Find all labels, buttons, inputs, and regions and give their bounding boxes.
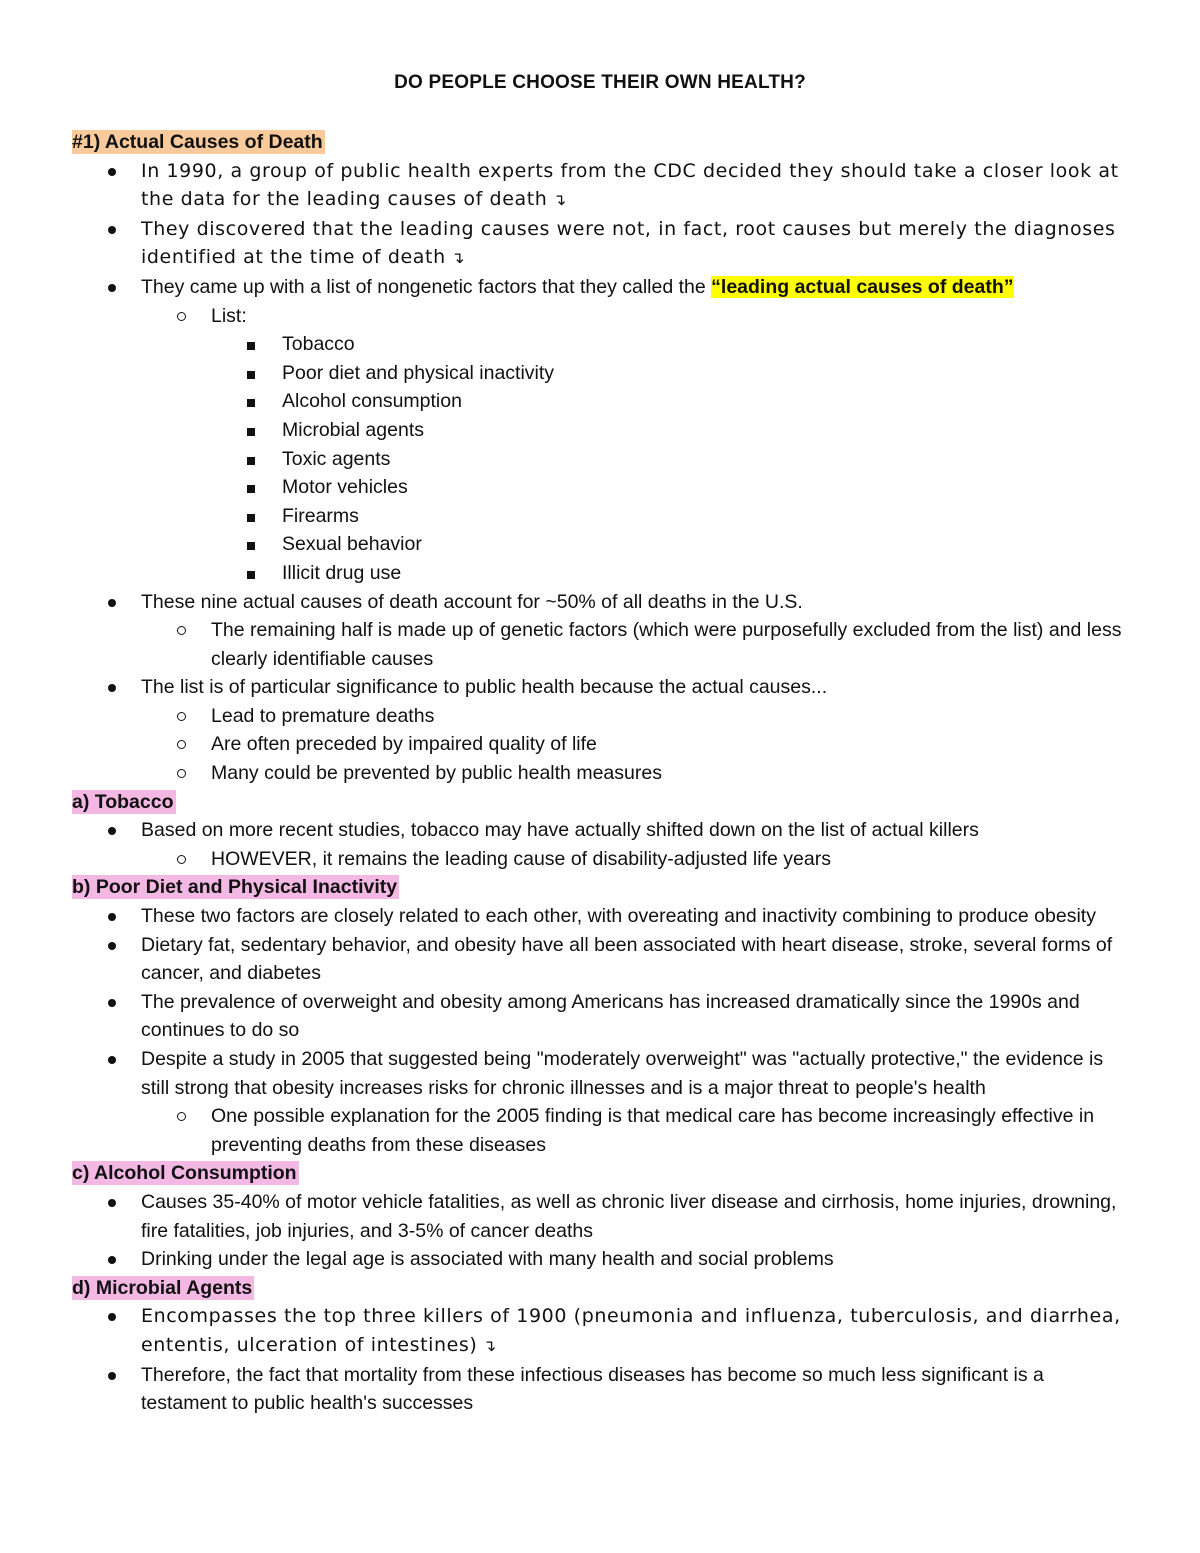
bullet-disc-icon <box>108 1199 116 1207</box>
list-item: These two factors are closely related to each other, with overeating and inactivity combining to produce obesity <box>72 902 1132 931</box>
list-item: One possible explanation for the 2005 finding is that medical care has become increasingly effective in preventing deaths from these diseases <box>72 1102 1132 1159</box>
bullet-disc-icon <box>108 999 116 1007</box>
list-item: The list is of particular significance to public health because the actual causes... <box>72 673 1132 702</box>
list-item: Dietary fat, sedentary behavior, and obesity have all been associated with heart disease, stroke, several forms of cancer, and diabetes <box>72 931 1132 988</box>
bullet-disc-icon <box>108 827 116 835</box>
cause-item: Illicit drug use <box>72 559 1132 588</box>
list-item: Causes 35-40% of motor vehicle fatalities, as well as chronic liver disease and cirrhosis, home injuries, drowning, fire fatalities, job injuries, and 3-5% of cancer deaths <box>72 1188 1132 1245</box>
heading-highlight: a) Tobacco <box>72 790 174 813</box>
bullet-disc-icon <box>108 226 116 234</box>
bullet-disc-icon <box>108 599 116 607</box>
section-heading-alcohol <box>72 1159 1132 1188</box>
bullet-square-icon <box>247 342 255 350</box>
bullet-circle-icon <box>177 740 186 749</box>
bullet-circle-icon <box>177 855 186 864</box>
cause-item: Motor vehicles <box>72 473 1132 502</box>
list-item: These nine actual causes of death account for ~50% of all deaths in the U.S. <box>72 588 1132 617</box>
section-heading-poor-diet <box>72 873 1132 902</box>
document-title: DO PEOPLE CHOOSE THEIR OWN HEALTH? <box>394 72 806 93</box>
section-heading-tobacco <box>72 788 1132 817</box>
down-arrow-icon: ↴ <box>451 248 465 268</box>
bullet-circle-icon <box>177 626 186 635</box>
bullet-square-icon <box>247 457 255 465</box>
bullet-circle-icon <box>177 312 186 321</box>
bullet-disc-icon <box>108 684 116 692</box>
bullet-disc-icon <box>108 168 116 176</box>
section-heading-actual-causes <box>72 128 1132 157</box>
down-arrow-icon: ↴ <box>482 1335 497 1355</box>
bullet-disc-icon <box>108 284 116 292</box>
cause-item: Firearms <box>72 502 1132 531</box>
bullet-disc-icon <box>108 1313 116 1321</box>
list-item: Despite a study in 2005 that suggested being "moderately overweight" was "actually protective," the evidence is still strong that obesity increases risks for chronic illnesses and is a major threat to people's health <box>72 1045 1132 1102</box>
bullet-square-icon <box>247 399 255 407</box>
bullet-square-icon <box>247 428 255 436</box>
section1-list <box>72 157 1132 788</box>
cause-item: Alcohol consumption <box>72 387 1132 416</box>
list-item: Drinking under the legal age is associated with many health and social problems <box>72 1245 1132 1274</box>
heading-highlight: d) Microbial Agents <box>72 1276 253 1299</box>
list-item: Encompasses the top three killers of 1900 (pneumonia and influenza, tuberculosis, and diarrhea, ententis, ulceration of intestines) ↴ <box>72 1302 1132 1360</box>
down-arrow-icon: ↴ <box>552 190 567 210</box>
bullet-disc-icon <box>108 1256 116 1264</box>
cause-item: Toxic agents <box>72 445 1132 474</box>
bullet-square-icon <box>247 485 255 493</box>
bullet-square-icon <box>247 514 255 522</box>
bullet-disc-icon <box>108 913 116 921</box>
cause-item: Poor diet and physical inactivity <box>72 359 1132 388</box>
section-a-list <box>72 816 1132 873</box>
list-item: The prevalence of overweight and obesity among Americans has increased dramatically since the 1990s and continues to do so <box>72 988 1132 1045</box>
list-item: HOWEVER, it remains the leading cause of disability-adjusted life years <box>72 845 1132 874</box>
bullet-square-icon <box>247 371 255 379</box>
cause-item: Microbial agents <box>72 416 1132 445</box>
heading-highlight: #1) Actual Causes of Death <box>72 131 323 153</box>
document-body <box>72 128 1132 1418</box>
list-item: In 1990, a group of public health experts from the CDC decided they should take a closer look at the data for the leading causes of death ↴ <box>72 157 1132 215</box>
highlighted-term: “leading actual causes of death” <box>711 275 1014 298</box>
section-d-list <box>72 1302 1132 1417</box>
section-b-list <box>72 902 1132 1159</box>
bullet-circle-icon <box>177 769 186 778</box>
bullet-square-icon <box>247 542 255 550</box>
list-item: Are often preceded by impaired quality of life <box>72 730 1132 759</box>
heading-highlight: b) Poor Diet and Physical Inactivity <box>72 876 398 899</box>
list-item: List: <box>72 302 1132 331</box>
bullet-disc-icon <box>108 942 116 950</box>
list-item: Based on more recent studies, tobacco may have actually shifted down on the list of actual killers <box>72 816 1132 845</box>
list-item: They came up with a list of nongenetic factors that they called the “leading actual causes of death” <box>72 273 1132 302</box>
bullet-square-icon <box>247 571 255 579</box>
heading-highlight: c) Alcohol Consumption <box>72 1162 297 1185</box>
section-heading-microbial <box>72 1274 1132 1303</box>
bullet-circle-icon <box>177 1112 186 1121</box>
section-c-list <box>72 1188 1132 1274</box>
cause-item: Tobacco <box>72 330 1132 359</box>
list-item: Many could be prevented by public health measures <box>72 759 1132 788</box>
bullet-disc-icon <box>108 1372 116 1380</box>
list-item: The remaining half is made up of genetic factors (which were purposefully excluded from the list) and less clearly identifiable causes <box>72 616 1132 673</box>
list-item: Lead to premature deaths <box>72 702 1132 731</box>
cause-item: Sexual behavior <box>72 530 1132 559</box>
bullet-circle-icon <box>177 712 186 721</box>
list-item: Therefore, the fact that mortality from these infectious diseases has become so much less significant is a testament to public health's successes <box>72 1361 1132 1418</box>
list-item: They discovered that the leading causes were not, in fact, root causes but merely the diagnoses identified at the time of death ↴ <box>72 215 1132 273</box>
bullet-disc-icon <box>108 1056 116 1064</box>
